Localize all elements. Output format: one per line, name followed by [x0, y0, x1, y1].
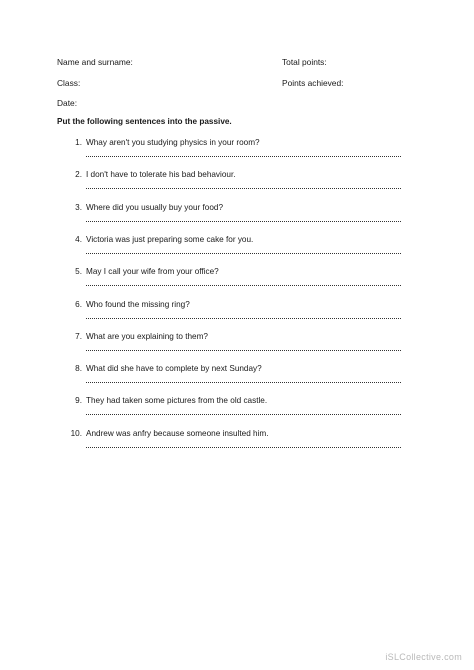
question-text: What are you explaining to them? [86, 331, 208, 341]
question-text: Whay aren't you studying physics in your room? [86, 138, 260, 147]
question-number: 7. [75, 331, 82, 341]
class-label: Class: [57, 78, 81, 88]
question-text: I don't have to tolerate his bad behaviour. [86, 170, 236, 180]
answer-line[interactable] [86, 253, 401, 254]
question-item [0, 203, 474, 233]
answer-line[interactable] [86, 156, 401, 157]
question-item [0, 429, 474, 459]
answer-line[interactable] [86, 382, 401, 383]
question-number: 10. [70, 428, 82, 438]
watermark-footer: iSLCollective.com [385, 652, 462, 662]
question-item [0, 267, 474, 297]
question-text: May I call your wife from your office? [86, 267, 219, 277]
question-item [0, 138, 474, 168]
question-item [0, 364, 474, 394]
total-points-label: Total points: [282, 57, 327, 67]
date-label: Date: [57, 98, 78, 108]
question-text: Andrew was anfry because someone insulted him. [86, 428, 269, 438]
points-achieved-label: Points achieved: [282, 78, 344, 88]
question-item [0, 300, 474, 330]
question-text: Who found the missing ring? [86, 299, 190, 309]
answer-line[interactable] [86, 447, 401, 448]
question-number: 8. [75, 364, 82, 374]
question-item [0, 332, 474, 362]
answer-line[interactable] [86, 285, 401, 286]
answer-line[interactable] [86, 221, 401, 222]
question-number: 9. [75, 396, 82, 406]
answer-line[interactable] [86, 350, 401, 351]
question-item [0, 396, 474, 426]
question-number: 1. [75, 138, 82, 147]
question-item [0, 170, 474, 200]
answer-line[interactable] [86, 414, 401, 415]
name-surname-label: Name and surname: [57, 57, 133, 67]
question-number: 5. [75, 267, 82, 277]
question-text: Where did you usually buy your food? [86, 202, 223, 212]
question-number: 6. [75, 299, 82, 309]
question-number: 4. [75, 234, 82, 244]
question-number: 3. [75, 202, 82, 212]
instruction-heading: Put the following sentences into the passive. [57, 117, 232, 126]
question-item [0, 235, 474, 265]
answer-line[interactable] [86, 318, 401, 319]
question-number: 2. [75, 170, 82, 180]
question-text: They had taken some pictures from the old castle. [86, 396, 268, 406]
answer-line[interactable] [86, 188, 401, 189]
question-text: What did she have to complete by next Sunday? [86, 364, 262, 374]
question-text: Victoria was just preparing some cake for you. [86, 234, 254, 244]
